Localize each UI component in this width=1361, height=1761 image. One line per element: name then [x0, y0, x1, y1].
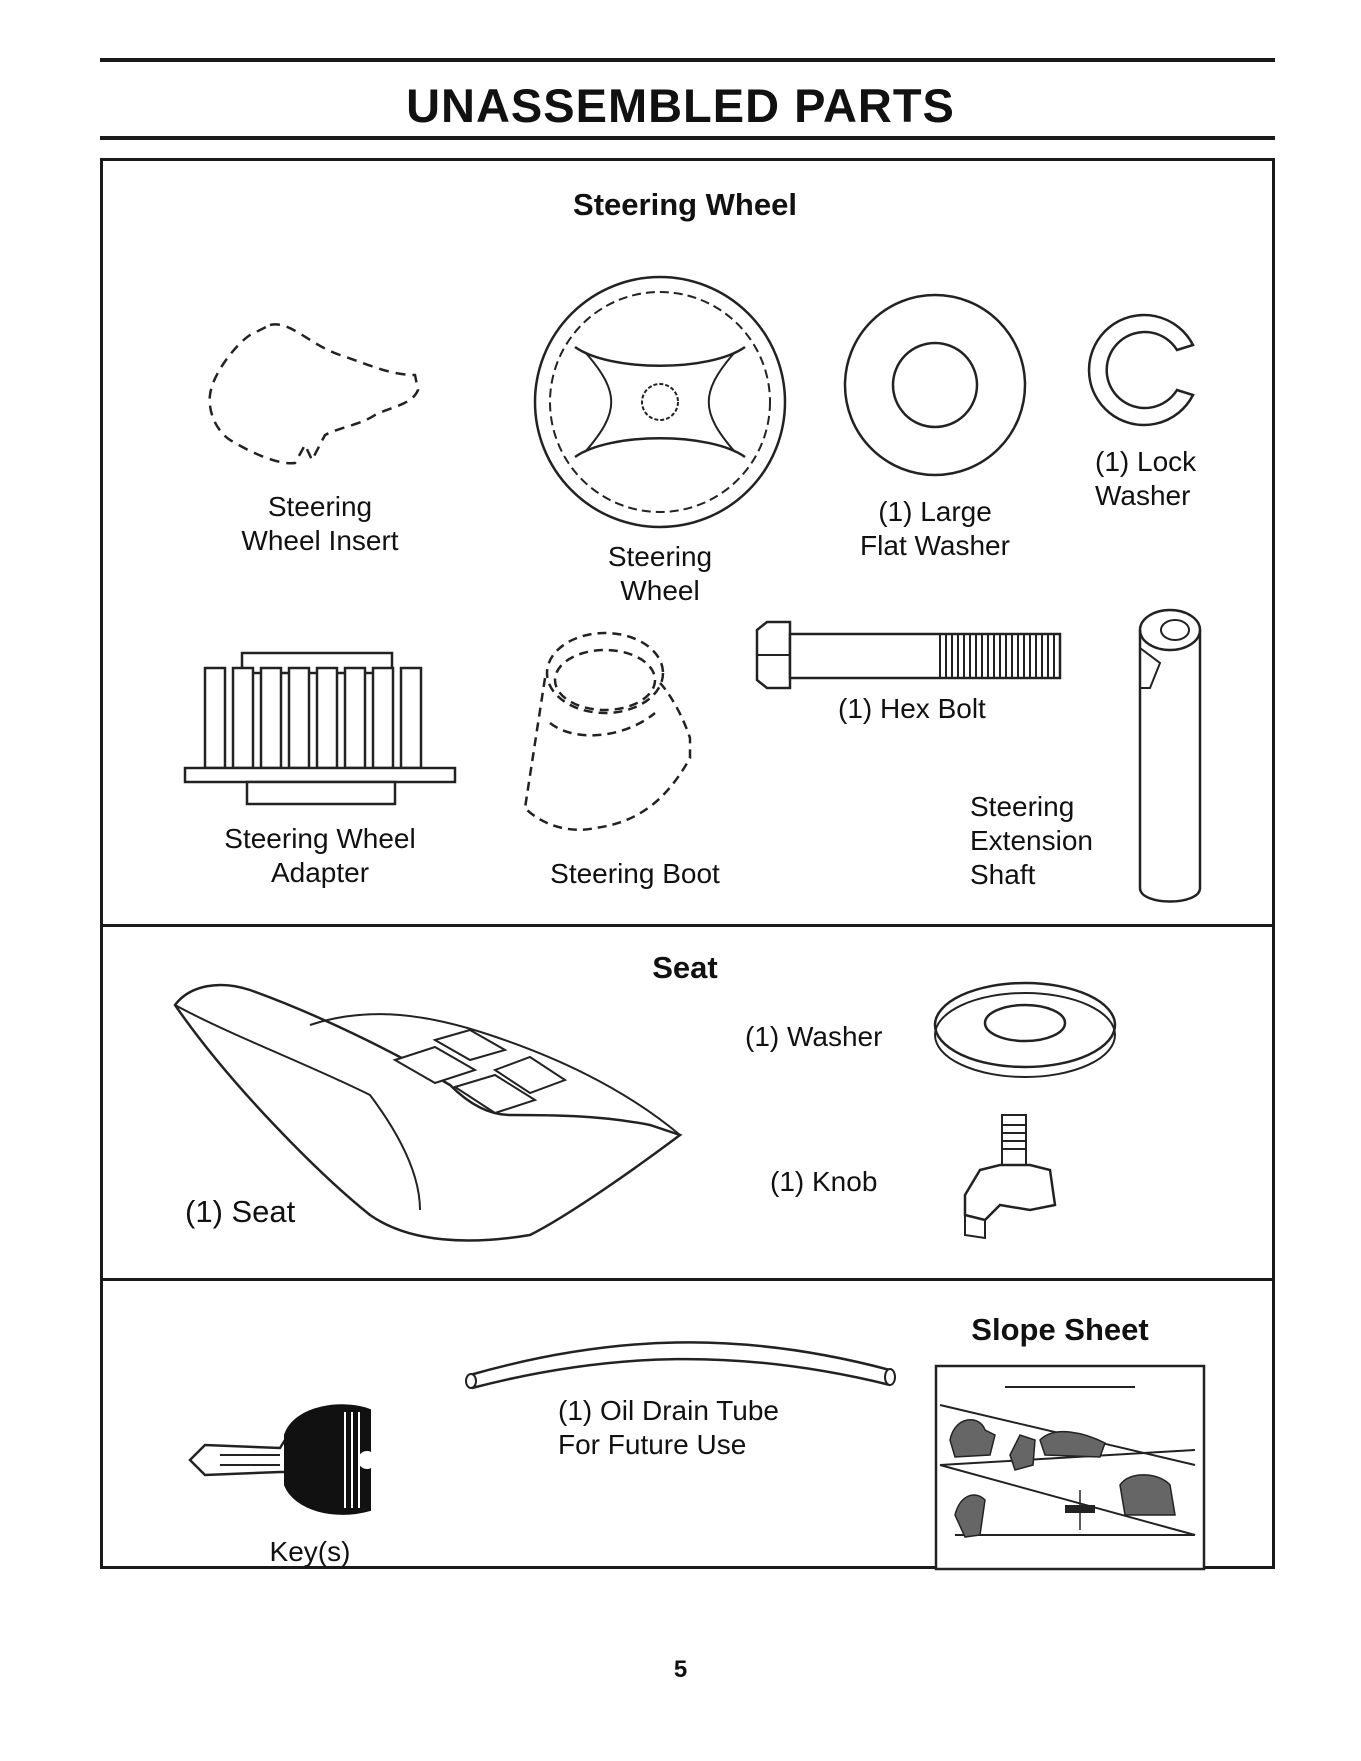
title-top-rule — [100, 58, 1275, 62]
steering-wheel-adapter-label-line1: Steering Wheel — [224, 823, 416, 854]
lock-washer-label-line1: (1) Lock — [1095, 446, 1197, 477]
seat-section-heading: Seat — [652, 950, 718, 985]
keys-label: Key(s) — [269, 1536, 351, 1567]
large-flat-washer-label — [820, 495, 1050, 563]
large-flat-washer-label-line2: Flat Washer — [860, 530, 1010, 561]
seat-washer-illustration — [925, 975, 1125, 1085]
steering-wheel-adapter-label-line2: Adapter — [270, 857, 370, 888]
steering-boot-illustration — [515, 628, 715, 838]
steering-wheel-adapter-illustration — [185, 650, 455, 810]
steering-extension-shaft-label-line1: Steering — [970, 791, 1075, 822]
key-illustration — [185, 1400, 385, 1520]
hex-bolt-label-line1: (1) Hex Bolt — [838, 693, 986, 724]
steering-wheel-label — [560, 540, 760, 608]
steering-boot-label-line1: Steering Boot — [550, 858, 720, 889]
page-number: 5 — [673, 1656, 688, 1683]
seat-label: (1) Seat — [185, 1194, 296, 1229]
lock-washer-label — [1095, 445, 1245, 513]
steering-wheel-illustration — [530, 272, 790, 532]
section-divider-2 — [100, 1278, 1275, 1281]
hex-bolt-label — [838, 692, 1058, 726]
seat-washer-label: (1) Washer — [745, 1021, 883, 1052]
steering-extension-shaft-illustration — [1130, 608, 1210, 908]
large-flat-washer-illustration — [840, 290, 1030, 480]
steering-extension-shaft-label-line2: Extension — [970, 825, 1093, 856]
oil-drain-tube-illustration — [460, 1330, 900, 1390]
steering-extension-shaft-label-line3: Shaft — [970, 859, 1036, 890]
oil-drain-tube-label-line1: (1) Oil Drain Tube — [558, 1395, 779, 1426]
steering-extension-shaft-label — [970, 790, 1130, 892]
steering-wheel-label-line2: Wheel — [620, 575, 700, 606]
steering-wheel-adapter-label — [190, 822, 450, 890]
oil-drain-tube-label-line2: For Future Use — [558, 1429, 747, 1460]
steering-wheel-insert-label-line2: Wheel Insert — [241, 525, 399, 556]
steering-wheel-insert-label — [205, 490, 435, 558]
steering-wheel-insert-illustration — [200, 315, 440, 475]
steering-boot-label — [520, 857, 750, 891]
slope-sheet-illustration — [935, 1365, 1205, 1570]
knob-illustration — [960, 1110, 1070, 1240]
oil-drain-tube-label — [558, 1394, 858, 1462]
steering-section-heading: Steering Wheel — [573, 187, 797, 222]
steering-wheel-insert-label-line1: Steering — [267, 491, 373, 522]
slope-sheet-heading: Slope Sheet — [971, 1312, 1149, 1347]
lock-washer-illustration — [1085, 310, 1205, 430]
knob-label: (1) Knob — [770, 1166, 878, 1197]
steering-wheel-label-line1: Steering — [607, 541, 713, 572]
large-flat-washer-label-line1: (1) Large — [878, 496, 992, 527]
page-title: UNASSEMBLED PARTS — [406, 79, 955, 132]
hex-bolt-illustration — [755, 620, 1065, 690]
title-bottom-rule — [100, 136, 1275, 140]
section-divider-1 — [100, 924, 1275, 927]
lock-washer-label-line2: Washer — [1095, 480, 1191, 511]
